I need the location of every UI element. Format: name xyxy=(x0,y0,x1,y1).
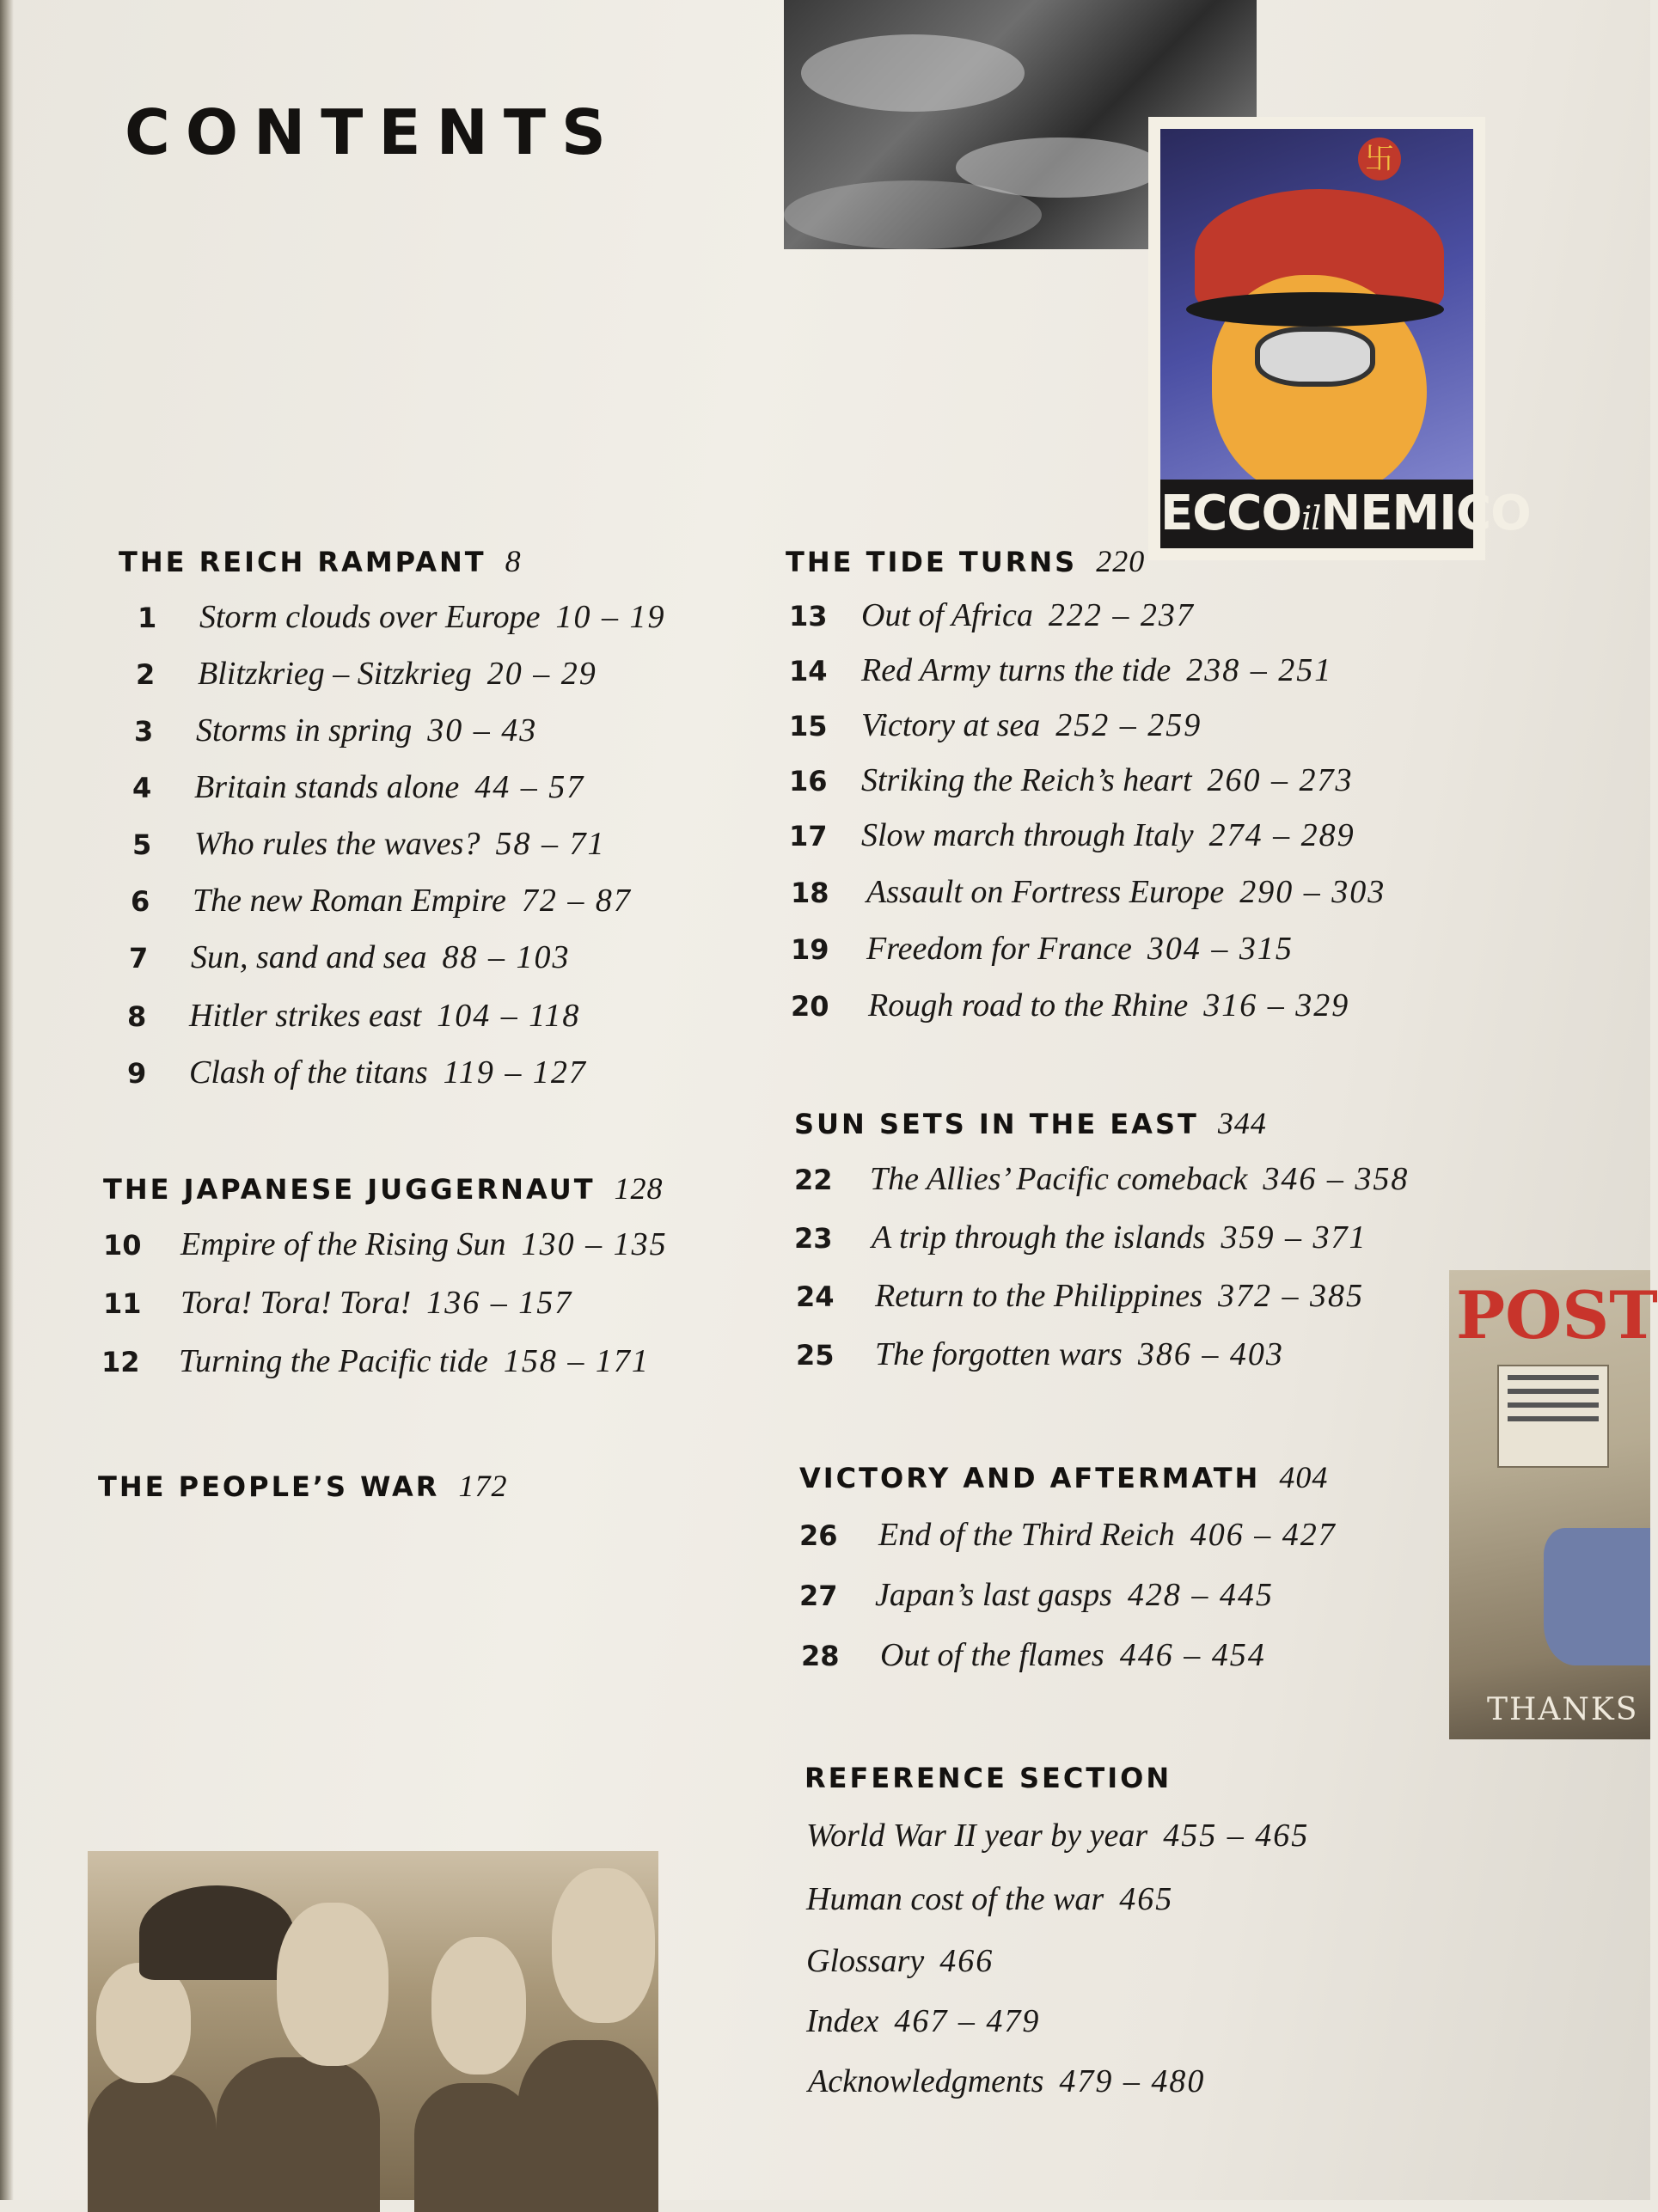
toc-entry[interactable]: 1 Storm clouds over Europe 10 – 19 xyxy=(138,599,666,635)
reference-entry[interactable]: Glossary 466 xyxy=(806,1943,994,1979)
reference-entry[interactable]: Acknowledgments 479 – 480 xyxy=(808,2063,1206,2099)
toc-entry[interactable]: 25 The forgotten wars 386 – 403 xyxy=(796,1336,1284,1372)
toc-entry[interactable]: 24 Return to the Philippines 372 – 385 xyxy=(796,1278,1365,1314)
reference-entry[interactable]: World War II year by year 455 – 465 xyxy=(806,1818,1310,1854)
toc-entry[interactable]: 5 Who rules the waves? 58 – 71 xyxy=(132,826,606,862)
reference-entry[interactable]: Index 467 – 479 xyxy=(806,2003,1041,2039)
poster-caption: ECCOilNEMICO xyxy=(1160,480,1473,548)
toc-entry[interactable]: 3 Storms in spring 30 – 43 xyxy=(134,712,538,749)
toc-entry[interactable]: 18 Assault on Fortress Europe 290 – 303 xyxy=(791,874,1386,910)
toc-entry[interactable]: 27 Japan’s last gasps 428 – 445 xyxy=(799,1577,1274,1613)
magazine-bottom-text: THANKS xyxy=(1487,1692,1639,1727)
toc-entry[interactable]: 19 Freedom for France 304 – 315 xyxy=(791,931,1294,967)
toc-entry[interactable]: 10 Empire of the Rising Sun 130 – 135 xyxy=(103,1226,668,1262)
toc-entry[interactable]: 7 Sun, sand and sea 88 – 103 xyxy=(129,939,571,975)
magazine-cover xyxy=(1449,1270,1658,1739)
toc-entry[interactable]: 15 Victory at sea 252 – 259 xyxy=(789,707,1202,743)
toc-entry[interactable]: 13 Out of Africa 222 – 237 xyxy=(789,597,1195,633)
magazine-title: POST xyxy=(1456,1277,1658,1353)
toc-entry[interactable]: 14 Red Army turns the tide 238 – 251 xyxy=(789,652,1333,688)
propaganda-poster xyxy=(1148,117,1531,560)
toc-entry[interactable]: 9 Clash of the titans 119 – 127 xyxy=(127,1054,587,1091)
soldiers-photo xyxy=(88,1851,658,2200)
section-victory: VICTORY AND AFTERMATH 404 xyxy=(799,1460,1329,1494)
section-tide-turns: THE TIDE TURNS 220 xyxy=(786,544,1146,578)
toc-entry[interactable]: 22 The Allies’ Pacific comeback 346 – 358 xyxy=(794,1161,1410,1197)
toc-entry[interactable]: 2 Blitzkrieg – Sitzkrieg 20 – 29 xyxy=(136,656,597,692)
toc-entry[interactable]: 4 Britain stands alone 44 – 57 xyxy=(132,769,585,805)
book-spine-shadow xyxy=(0,0,14,2200)
page-title: CONTENTS xyxy=(125,96,621,168)
toc-entry[interactable]: 26 End of the Third Reich 406 – 427 xyxy=(799,1517,1337,1553)
toc-entry[interactable]: 6 The new Roman Empire 72 – 87 xyxy=(131,883,632,919)
section-sun-sets: SUN SETS IN THE EAST 344 xyxy=(794,1106,1267,1140)
toc-entry[interactable]: 20 Rough road to the Rhine 316 – 329 xyxy=(791,987,1350,1024)
toc-entry[interactable]: 12 Turning the Pacific tide 158 – 171 xyxy=(101,1343,650,1379)
section-japanese-juggernaut: THE JAPANESE JUGGERNAUT 128 xyxy=(103,1171,664,1206)
toc-entry[interactable]: 11 Tora! Tora! Tora! 136 – 157 xyxy=(103,1285,573,1321)
toc-entry[interactable]: 8 Hitler strikes east 104 – 118 xyxy=(127,998,581,1034)
section-peoples-war: THE PEOPLE’S WAR 172 xyxy=(98,1469,508,1503)
toc-entry[interactable]: 23 A trip through the islands 359 – 371 xyxy=(794,1219,1367,1256)
toc-entry[interactable]: 16 Striking the Reich’s heart 260 – 273 xyxy=(789,762,1354,798)
poster-emblem-icon: 卐 xyxy=(1358,137,1401,180)
section-reference: REFERENCE SECTION xyxy=(805,1762,1172,1794)
reference-entry[interactable]: Human cost of the war 465 xyxy=(806,1881,1174,1917)
toc-entry[interactable]: 17 Slow march through Italy 274 – 289 xyxy=(789,817,1355,853)
section-reich-rampant: THE REICH RAMPANT 8 xyxy=(119,544,522,578)
toc-entry[interactable]: 28 Out of the flames 446 – 454 xyxy=(801,1637,1266,1673)
